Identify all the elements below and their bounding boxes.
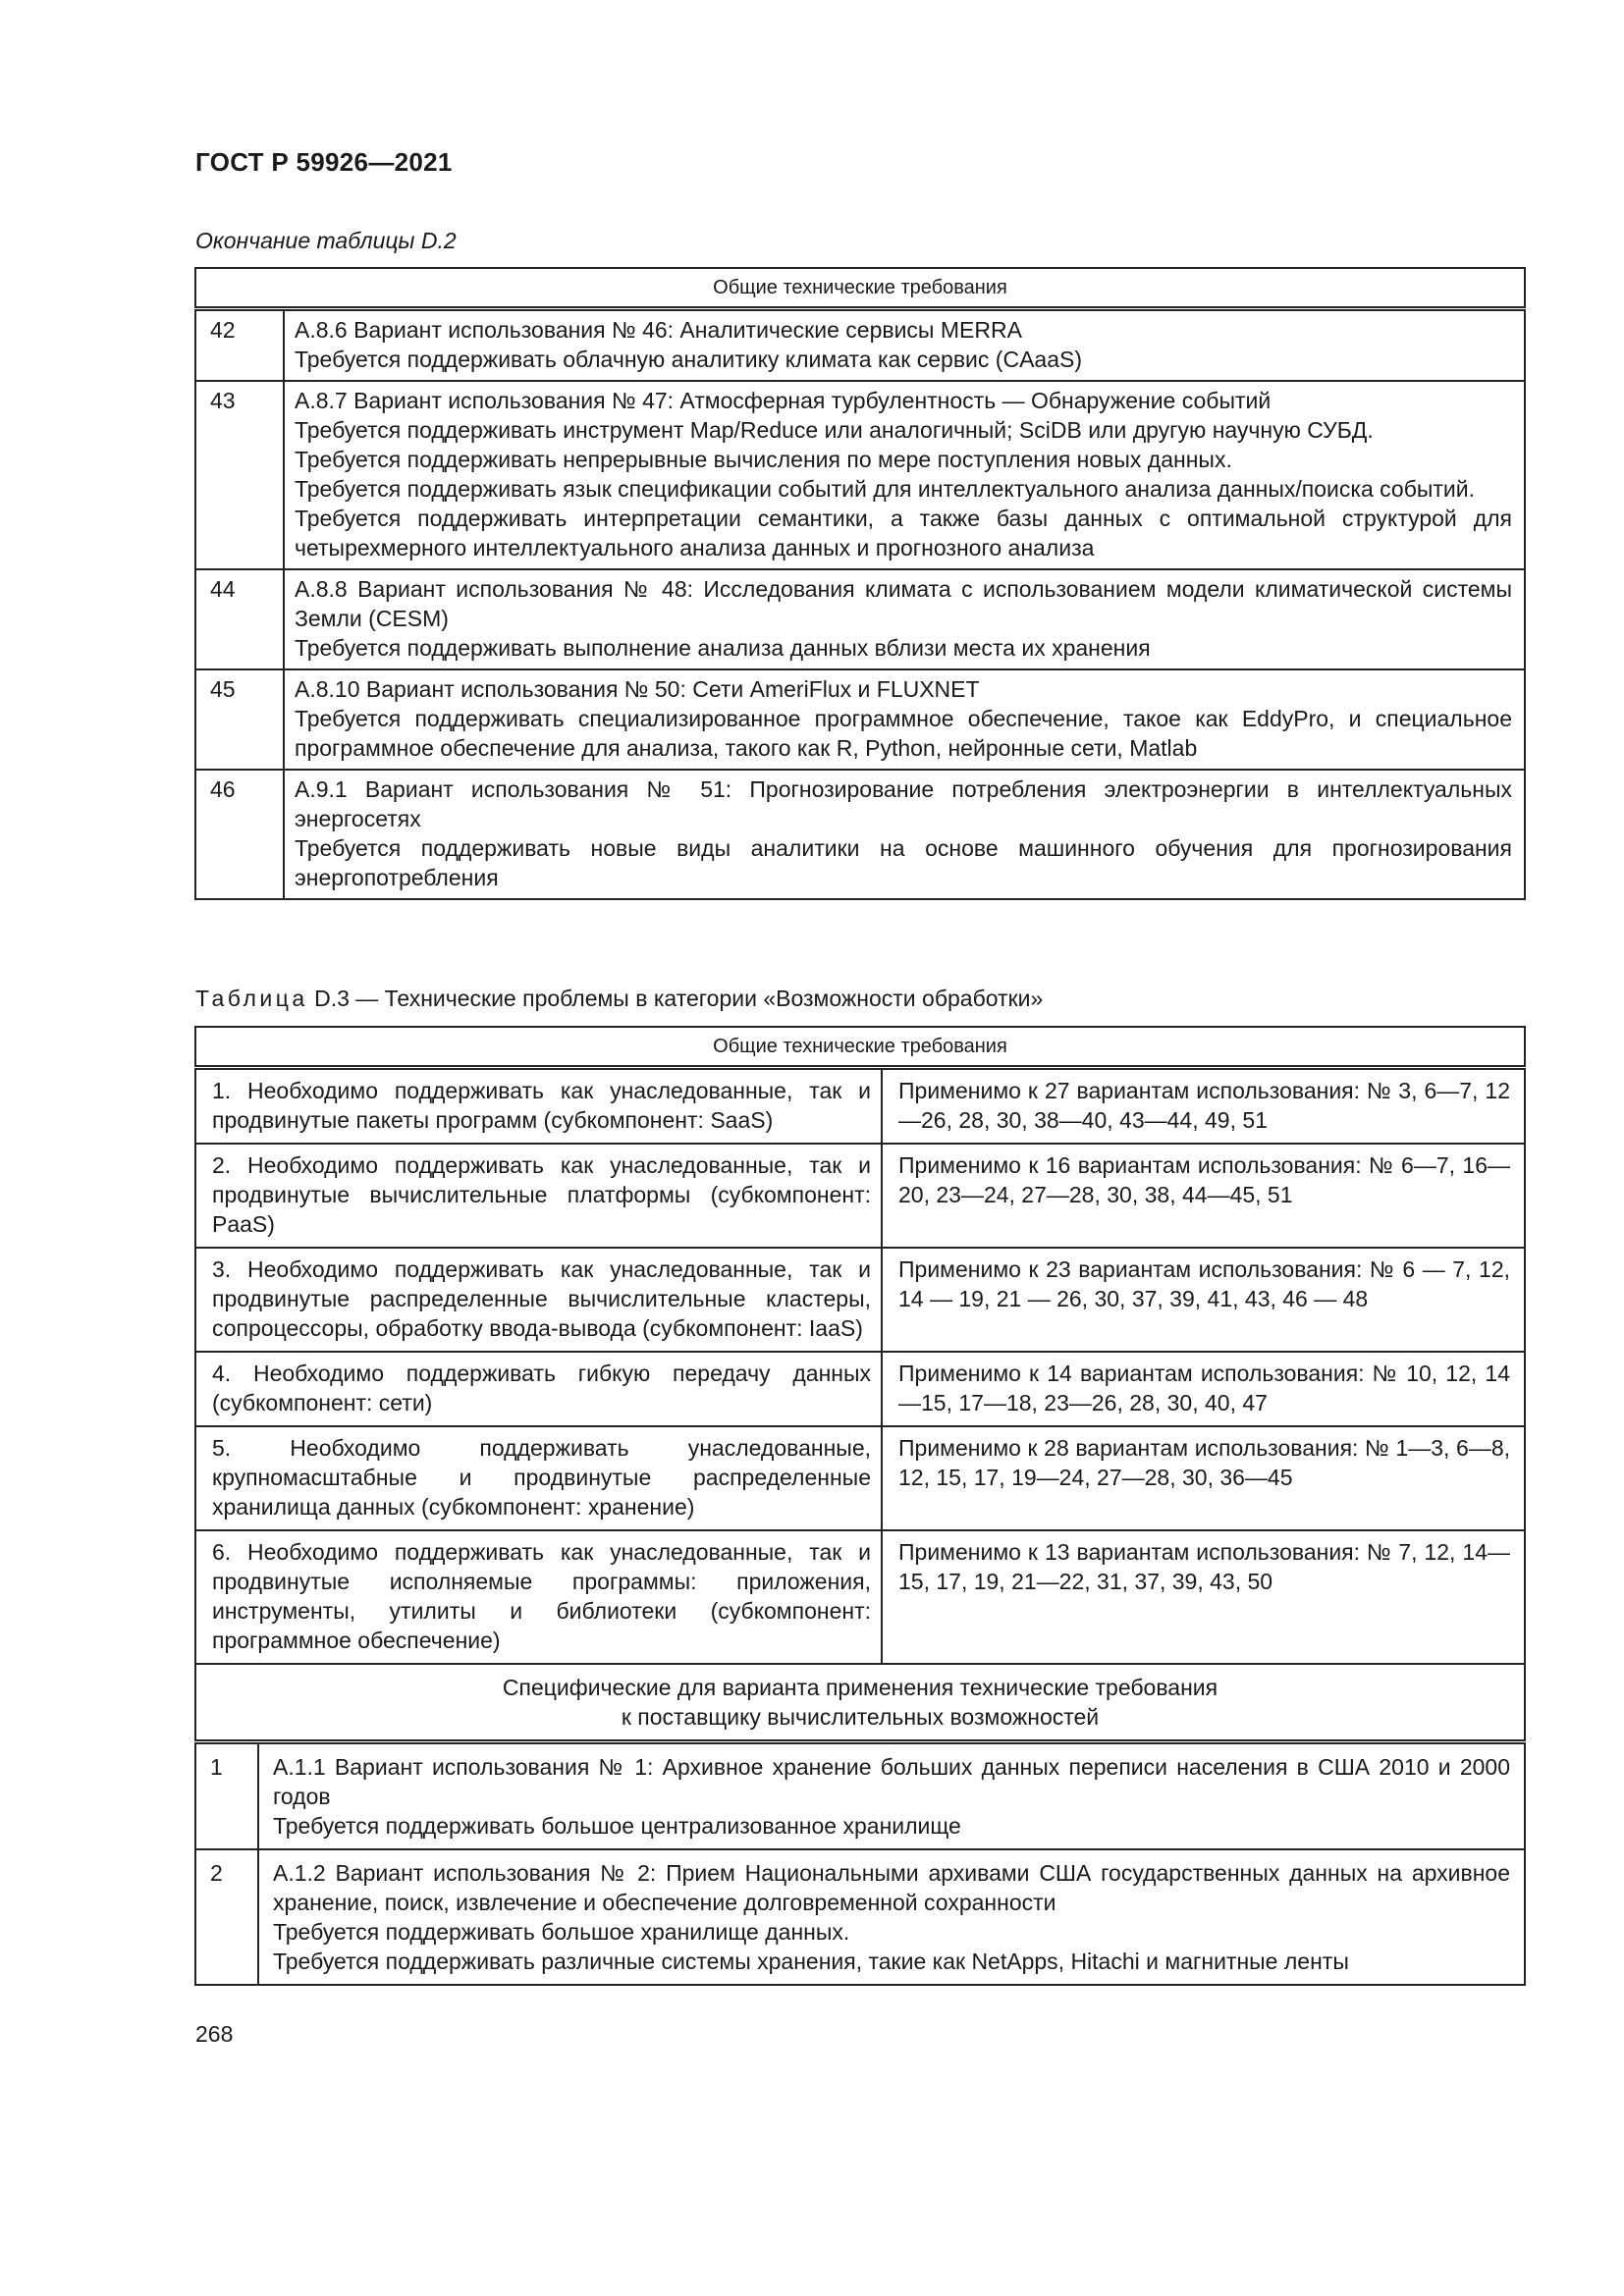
table-d3-general-header: Общие технические требования bbox=[195, 1027, 1525, 1068]
row-content bbox=[284, 569, 1525, 669]
requirement-cell: 2. Необходимо поддерживать как унаследованные, так и продвинутые вычислительные платформы (субкомпонент: PaaS) bbox=[195, 1144, 882, 1248]
applicability-cell: Применимо к 28 вариантам использования: № 1—3, 6—8, 12, 15, 17, 19—24, 27—28, 30, 36—45 bbox=[882, 1426, 1525, 1530]
row-number: 44 bbox=[195, 569, 284, 669]
table-row bbox=[195, 1530, 1525, 1664]
requirement-cell: 6. Необходимо поддерживать как унаследованные, так и продвинутые исполняемые программы: приложения, инструменты, утилиты и библиотеки (субкомпонент: программное обеспечение) bbox=[195, 1530, 882, 1664]
document-code: ГОСТ Р 59926—2021 bbox=[195, 147, 453, 177]
row-content bbox=[258, 1849, 1525, 1985]
table-row bbox=[195, 1849, 1525, 1985]
row-line: А.8.10 Вариант использования № 50: Сети AmeriFlux и FLUXNET bbox=[295, 676, 980, 702]
row-line: Требуется поддерживать интерпретации семантики, а также базы данных с оптимальной структурой для четырехмерного интеллектуального анализа данных и прогнозного анализа bbox=[295, 506, 1512, 561]
table-row bbox=[195, 1144, 1525, 1248]
row-number: 42 bbox=[195, 309, 284, 382]
row-line: А.1.2 Вариант использования № 2: Прием Национальными архивами США государственных данных на архивное хранение, поиск, извлечение и обеспечение долговременной сохранности bbox=[273, 1860, 1510, 1915]
row-line: А.8.8 Вариант использования № 48: Исследования климата с использованием модели климатической системы Земли (CESM) bbox=[295, 576, 1512, 631]
requirement-cell: 4. Необходимо поддерживать гибкую передачу данных (субкомпонент: сети) bbox=[195, 1352, 882, 1426]
row-line: Требуется поддерживать большое хранилище данных. bbox=[273, 1919, 850, 1945]
table-d3-specific-header bbox=[195, 1664, 1525, 1742]
applicability-cell: Применимо к 13 вариантам использования: № 7, 12, 14—15, 17, 19, 21—22, 31, 37, 39, 43, 50 bbox=[882, 1530, 1525, 1664]
row-line: А.1.1 Вариант использования № 1: Архивное хранение больших данных переписи населения в США 2010 и 2000 годов bbox=[273, 1754, 1510, 1809]
row-line: Требуется поддерживать инструмент Map/Reduce или аналогичный; SciDB или другую научную СУБД. bbox=[295, 417, 1374, 443]
specific-header-line: Специфические для варианта применения технические требования bbox=[502, 1675, 1218, 1700]
row-line: А.8.6 Вариант использования № 46: Аналитические сервисы MERRA bbox=[295, 317, 1022, 343]
requirement-cell: 1. Необходимо поддерживать как унаследованные, так и продвинутые пакеты программ (субкомпонент: SaaS) bbox=[195, 1068, 882, 1145]
applicability-cell: Применимо к 14 вариантам использования: № 10, 12, 14—15, 17—18, 23—26, 28, 30, 40, 47 bbox=[882, 1352, 1525, 1426]
row-content bbox=[284, 669, 1525, 770]
applicability-cell: Применимо к 16 вариантам использования: № 6—7, 16—20, 23—24, 27—28, 30, 38, 44—45, 51 bbox=[882, 1144, 1525, 1248]
row-number: 43 bbox=[195, 381, 284, 569]
table-d2-caption: Окончание таблицы D.2 bbox=[195, 228, 457, 253]
row-number: 46 bbox=[195, 770, 284, 899]
table-d3 bbox=[194, 1026, 1526, 1986]
row-line: А.9.1 Вариант использования № 51: Прогнозирование потребления электроэнергии в интеллектуальных энергосетях bbox=[295, 776, 1512, 831]
row-line: Требуется поддерживать специализированное программное обеспечение, такое как EddyPro, и специальное программное обеспечение для анализа, такого как R, Python, нейронные сети, Matlab bbox=[295, 706, 1512, 761]
requirement-cell: 5. Необходимо поддерживать унаследованные, крупномасштабные и продвинутые распределенные хранилища данных (субкомпонент: хранение) bbox=[195, 1426, 882, 1530]
table-row bbox=[195, 309, 1525, 382]
table-d2 bbox=[194, 267, 1526, 900]
row-line: Требуется поддерживать новые виды аналитики на основе машинного обучения для прогнозирования энергопотребления bbox=[295, 835, 1512, 890]
row-line: А.8.7 Вариант использования № 47: Атмосферная турбулентность — Обнаружение событий bbox=[295, 388, 1272, 413]
row-line: Требуется поддерживать непрерывные вычисления по мере поступления новых данных. bbox=[295, 447, 1232, 472]
row-content bbox=[258, 1742, 1525, 1850]
row-content bbox=[284, 381, 1525, 569]
table-row bbox=[195, 381, 1525, 569]
row-number: 45 bbox=[195, 669, 284, 770]
page-number: 268 bbox=[195, 2021, 234, 2047]
row-number: 1 bbox=[195, 1742, 258, 1850]
table-row bbox=[195, 1068, 1525, 1145]
table-d3-caption-prefix: Таблица bbox=[195, 986, 308, 1011]
row-number: 2 bbox=[195, 1849, 258, 1985]
row-line: Требуется поддерживать большое централизованное хранилище bbox=[273, 1813, 961, 1839]
table-row bbox=[195, 669, 1525, 770]
row-content bbox=[284, 770, 1525, 899]
row-content bbox=[284, 309, 1525, 382]
table-row bbox=[195, 1352, 1525, 1426]
requirement-cell: 3. Необходимо поддерживать как унаследованные, так и продвинутые распределенные вычислительные кластеры, сопроцессоры, обработку ввода-вывода (субкомпонент: IaaS) bbox=[195, 1248, 882, 1352]
table-row bbox=[195, 1248, 1525, 1352]
table-row bbox=[195, 569, 1525, 669]
table-d3-caption-title: D.3 — Технические проблемы в категории «Возможности обработки» bbox=[314, 986, 1044, 1011]
row-line: Требуется поддерживать выполнение анализа данных вблизи места их хранения bbox=[295, 635, 1151, 661]
row-line: Требуется поддерживать облачную аналитику климата как сервис (CAaaS) bbox=[295, 347, 1082, 372]
table-row bbox=[195, 770, 1525, 899]
row-line: Требуется поддерживать язык спецификации событий для интеллектуального анализа данных/поиска событий. bbox=[295, 476, 1476, 502]
specific-header-line: к поставщику вычислительных возможностей bbox=[621, 1704, 1100, 1730]
table-d2-header: Общие технические требования bbox=[195, 268, 1525, 309]
table-row bbox=[195, 1426, 1525, 1530]
applicability-cell: Применимо к 23 вариантам использования: № 6 — 7, 12, 14 — 19, 21 — 26, 30, 37, 39, 41, 43, 46 — 48 bbox=[882, 1248, 1525, 1352]
applicability-cell: Применимо к 27 вариантам использования: № 3, 6—7, 12—26, 28, 30, 38—40, 43—44, 49, 51 bbox=[882, 1068, 1525, 1145]
row-line: Требуется поддерживать различные системы хранения, такие как NetApps, Hitachi и магнитные ленты bbox=[273, 1949, 1349, 1974]
table-d3-caption bbox=[195, 986, 1043, 1012]
table-row bbox=[195, 1742, 1525, 1850]
